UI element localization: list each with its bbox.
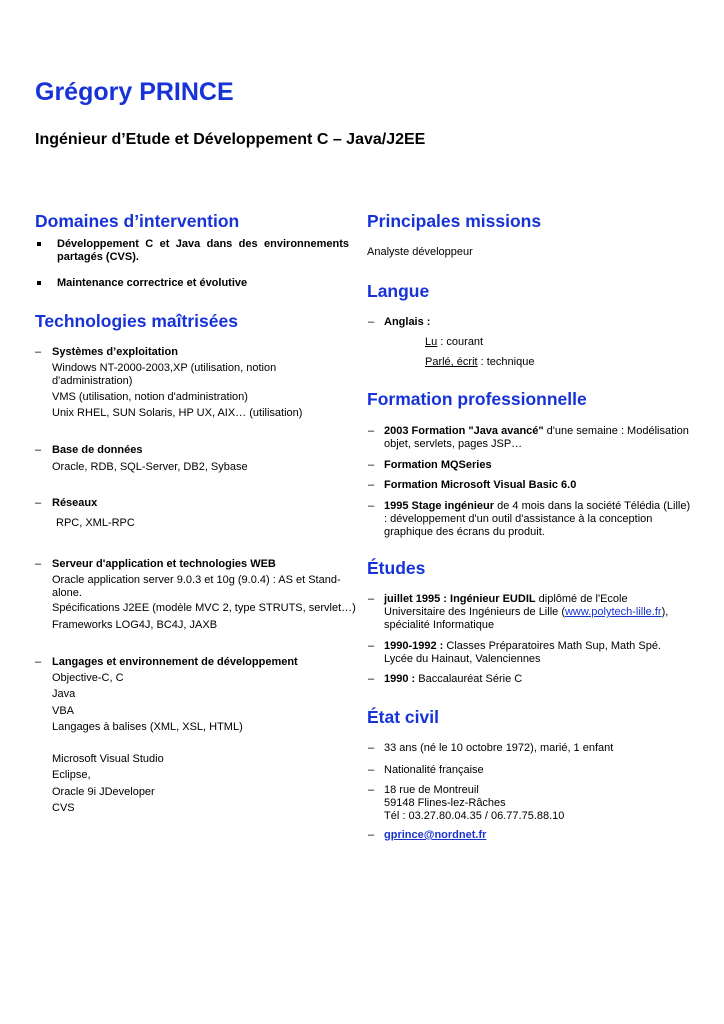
formation-item: 1995 Stage ingénieur de 4 mois dans la société Télédia (Lille) : développement d'un outil d'assistance à la conception graphique des écrans du produit. [384,500,691,538]
formation-item: Formation Microsoft Visual Basic 6.0 [384,479,577,491]
tool-line: Microsoft Visual Studio [52,753,164,765]
formation-item: Formation MQSeries [384,459,492,471]
domaine-item: Maintenance correctrice et évolutive [57,277,248,289]
tech-group-title: Serveur d'application et technologies WEB [52,558,276,570]
dash-bullet: – [368,742,375,754]
tech-line: RPC, XML-RPC [56,517,135,529]
tech-line: Java [52,688,76,700]
dash-bullet: – [368,425,375,437]
etudes-item: 1990 : Baccalauréat Série C [384,673,523,685]
dash-bullet: – [368,784,375,796]
langue-lu: Lu : courant [425,336,484,348]
tech-line: Frameworks LOG4J, BC4J, JAXB [52,619,218,631]
section-heading-domaines: Domaines d’intervention [35,211,240,231]
tech-line: Unix RHEL, SUN Solaris, HP UX, AIX… (utilisation) [52,407,303,419]
langue-parle: Parlé, écrit : technique [425,356,535,368]
dash-bullet: – [368,479,375,491]
address-line: 59148 Flines-lez-Râches [384,797,506,809]
dash-bullet: – [368,640,375,652]
dash-bullet: – [368,764,375,776]
dash-bullet: – [368,593,375,605]
dash-bullet: – [35,558,42,570]
etudes-item: juillet 1995 : Ingénieur EUDIL diplômé de l'Ecole Universitaire des Ingénieurs de Lille (www.polytech-lille.fr), spécialité Informatique [384,593,669,631]
section-heading-missions: Principales missions [367,211,542,231]
tech-line: Spécifications J2EE (modèle MVC 2, type STRUTS, servlet…) [52,602,356,614]
tech-line: Objective-C, C [52,672,124,684]
dash-bullet: – [35,444,42,456]
square-bullet-icon [37,242,41,246]
dash-bullet: – [35,346,42,358]
tech-line: Windows NT-2000-2003,XP (utilisation, notion d'administration) [52,362,277,387]
dash-bullet: – [368,459,375,471]
dash-bullet: – [368,316,375,328]
resume-name: Grégory PRINCE [35,78,234,106]
square-bullet-icon [37,281,41,285]
formation-item: 2003 Formation "Java avancé" d'une semaine : Modélisation objet, servlets, pages JSP… [384,425,689,450]
tech-line: VMS (utilisation, notion d'administration) [52,391,248,403]
tech-line: Langages à balises (XML, XSL, HTML) [52,721,243,733]
langue-item: Anglais : [384,316,431,328]
dash-bullet: – [368,673,375,685]
dash-bullet: – [368,829,375,841]
address-line: 18 rue de Montreuil [384,784,479,796]
phone-line: Tél : 03.27.80.04.35 / 06.77.75.88.10 [384,810,565,822]
resume-title: Ingénieur d’Etude et Développement C – Java/J2EE [35,131,426,148]
tech-group-title: Langages et environnement de développement [52,656,298,668]
etat-civil-nationalite: Nationalité française [384,764,484,776]
dash-bullet: – [368,500,375,512]
etudes-item: 1990-1992 : Classes Préparatoires Math Sup, Math Spé. Lycée du Hainaut, Valenciennes [384,640,661,665]
tech-group-title: Systèmes d’exploitation [52,346,178,358]
section-heading-formation: Formation professionnelle [367,389,587,409]
section-heading-etat-civil: État civil [367,707,439,727]
school-link[interactable]: www.polytech-lille.fr [564,606,662,618]
tool-line: CVS [52,802,75,814]
tool-line: Eclipse, [52,769,91,781]
dash-bullet: – [35,656,42,668]
mission-text: Analyste développeur [367,246,473,258]
dash-bullet: – [35,497,42,509]
tech-line: Oracle, RDB, SQL-Server, DB2, Sybase [52,461,248,473]
etat-civil-age: 33 ans (né le 10 octobre 1972), marié, 1 enfant [384,742,614,754]
section-heading-technologies: Technologies maîtrisées [35,311,238,331]
section-heading-etudes: Études [367,558,426,578]
email-link[interactable]: gprince@nordnet.fr [384,829,487,841]
tech-line: Oracle application server 9.0.3 et 10g (9.0.4) : AS et Stand-alone. [52,574,341,599]
domaine-item: Développement C et Java dans des environnements partagés (CVS). [57,238,349,263]
section-heading-langue: Langue [367,281,430,301]
tech-group-title: Réseaux [52,497,98,509]
tool-line: Oracle 9i JDeveloper [52,786,155,798]
tech-group-title: Base de données [52,444,143,456]
tech-line: VBA [52,705,75,717]
